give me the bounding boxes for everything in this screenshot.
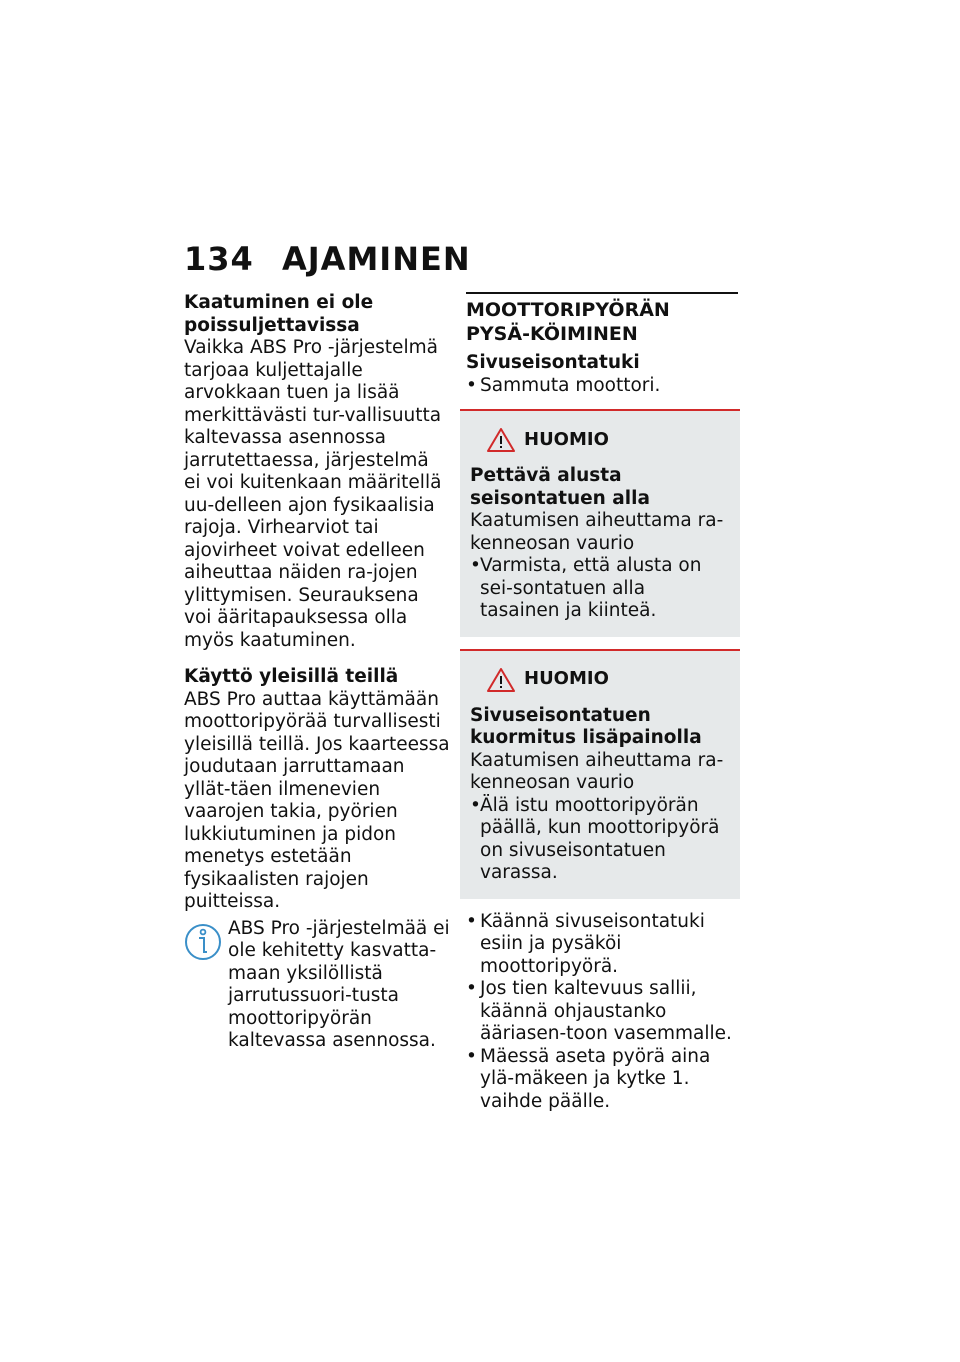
notice-box-ground [460,409,740,637]
page-number: 134 [184,240,254,278]
warning-triangle-icon [486,667,516,693]
notice-title: Sivuseisontatuen kuormitus lisäpainolla [470,704,702,748]
notice-box-load [460,649,740,899]
notice-instruction: • Älä istu moottoripyörän päällä, kun moottoripyörä on sivuseisontatuen varassa. [470,794,720,883]
section-title-parking: MOOTTORIPYÖRÄN PYSÄ-KÖIMINEN [466,299,670,345]
notice-label: HUOMIO [524,428,609,450]
subheading-side-stand: Sivuseisontatuki [466,352,640,373]
step-stop-engine: • Sammuta moottori. [466,374,661,396]
step-turn-handlebar: • Jos tien kaltevuus sallii, käännä ohjaustanko ääriasen-toon vasemmalle. [466,978,732,1044]
notice-description: Kaatumisen aiheuttama ra-kenneosan vaurio [470,510,724,554]
section-rule [466,292,738,294]
warning-triangle-icon [486,427,516,453]
page-header [184,240,471,278]
paragraph-public-roads: ABS Pro auttaa käyttämään moottoripyörää turvallisesti yleisillä teillä. Jos kaarteessa joudutaan jarruttamaan yllät-täen ilmenevien vaarojen takia, pyörien lukkiutuminen ja pidon menetys estetään fysikaalisten rajojen puitteissa. [184,688,450,912]
info-icon [184,920,222,962]
notice-title: Pettävä alusta seisontatuen alla [470,465,650,509]
section-heading-falling: Kaatuminen ei ole poissuljettavissa [184,292,374,336]
info-note [184,918,450,1053]
right-column [466,292,738,1113]
section-heading-public-roads: Käyttö yleisillä teillä [184,666,399,687]
step-fold-stand: • Käännä sivuseisontatuki esiin ja pysäköi moottoripyörä. [466,910,705,977]
step-uphill-gear: • Mäessä aseta pyörä aina ylä-mäkeen ja kytke 1. vaihde päälle. [466,1045,711,1112]
notice-instruction: • Varmista, että alusta on sei-sontatuen alla tasainen ja kiinteä. [470,555,702,621]
notice-label: HUOMIO [524,668,609,690]
notice-description: Kaatumisen aiheuttama ra-kenneosan vaurio [470,749,724,793]
left-column [184,292,450,1053]
paragraph-falling: Vaikka ABS Pro -järjestelmä tarjoaa kuljettajalle arvokkaan tuen ja lisää merkittävästi tur-vallisuutta kaltevassa asennossa jarrutettaessa, järjestelmä ei voi kuitenkaan määritellä uu-delleen ajon fysikaalisia rajoja. Virhearviot tai ajovirheet voivat edelleen aiheuttaa näiden ra-jojen ylittymisen. Seurauksena voi ääritapauksessa olla myös kaatuminen. [184,337,442,651]
info-text: ABS Pro -järjestelmää ei ole kehitetty kasvatta-maan yksilöllistä jarrutussuori-tusta moottoripyörän kaltevassa asennossa. [228,917,450,1051]
chapter-title: AJAMINEN [282,240,471,278]
